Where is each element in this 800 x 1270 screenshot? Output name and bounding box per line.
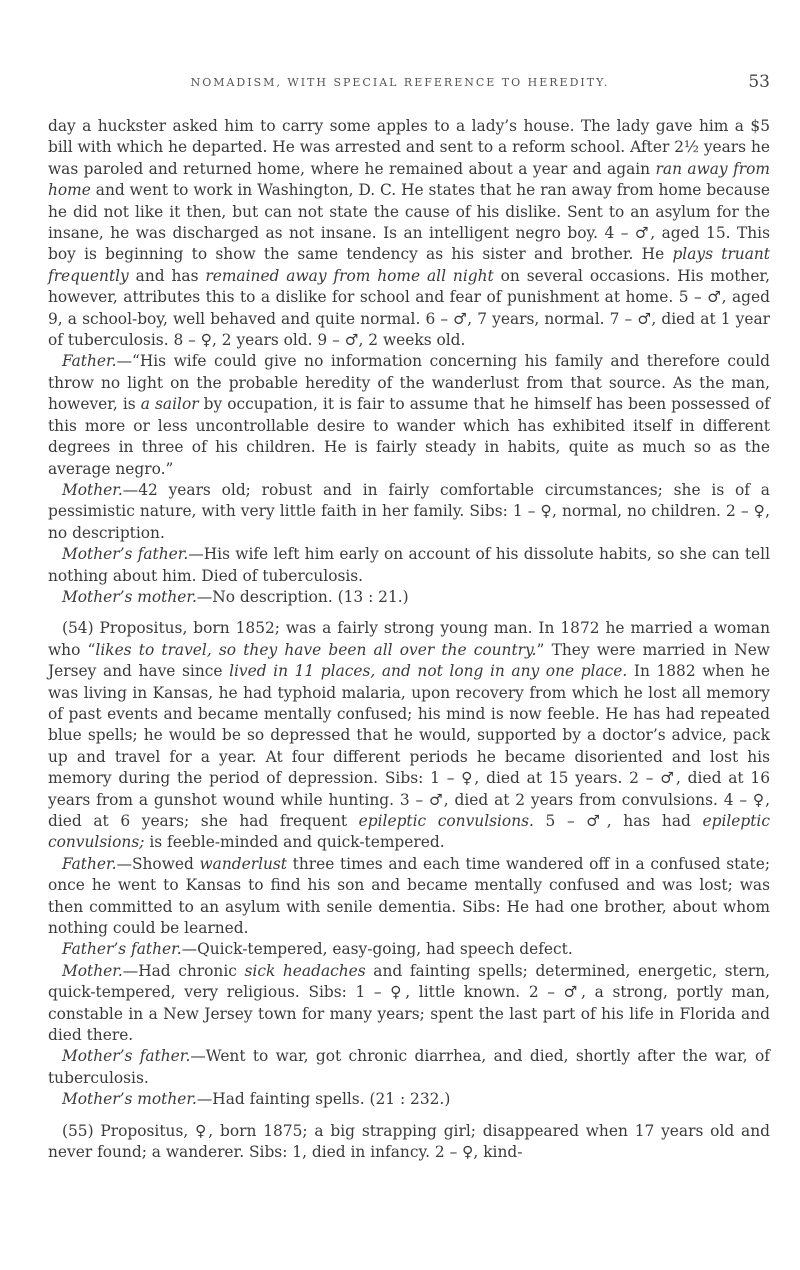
text-run: —Showed xyxy=(116,854,200,873)
paragraph xyxy=(48,1046,770,1089)
paragraph xyxy=(48,939,770,960)
text-run: —Quick-tempered, easy-going, had speech defect. xyxy=(181,940,573,959)
italic-text: Mother’s mother. xyxy=(62,587,197,606)
text-run: (54) Propositus, born 1852; was a fairly strong young man. In 1872 he married a woman who “ xyxy=(48,619,770,659)
paragraph xyxy=(48,587,770,608)
page-body xyxy=(48,116,770,1164)
italic-text: Mother. xyxy=(62,480,123,499)
text-run: —Had fainting spells. (21 : 232.) xyxy=(196,1090,451,1109)
paragraph xyxy=(48,351,770,479)
text-run: ” They were married in New Jersey and have since xyxy=(48,640,770,681)
italic-text: remained away from home all night xyxy=(205,266,494,285)
italic-text: wanderlust xyxy=(199,854,287,873)
paragraph xyxy=(48,116,770,351)
italic-text: sick headaches xyxy=(244,961,366,980)
paragraph xyxy=(48,544,770,587)
text-run: —Had chronic xyxy=(122,961,245,980)
paragraph xyxy=(48,961,770,1047)
paragraph xyxy=(48,1121,770,1164)
running-title: NOMADISM, WITH SPECIAL REFERENCE TO HEREDITY. xyxy=(190,76,610,89)
text-run: and has xyxy=(128,266,206,285)
italic-text: lived in 11 places, and not long in any one place. xyxy=(229,662,628,681)
text-run: by occupation, it is fair to assume that he himself has been possessed of this more or less uncontrollable desire to wander which has exhibited itself in different degrees in three of his children. He is fairly steady in habits, quite as much so as the average negro.” xyxy=(48,395,770,478)
text-run: and went to work in Washington, D. C. He states that he ran away from home because he did not like it then, but can not state the cause of his dislike. Sent to an asylum for the insane, he was discharged as not insane. Is an intelligent negro boy. 4 – ♂, aged 15. This boy is beginning to show the same tendency as his sister and brother. He xyxy=(48,181,770,264)
text-run: day a huckster asked him to carry some apples to a lady’s house. The lady gave him a $5 bill with which he departed. He was arrested and sent to a reform school. After 2½ years he was paroled and returned home, where he remained about a year and again xyxy=(48,117,770,178)
italic-text: Father’s father. xyxy=(62,940,182,959)
italic-text: Father. xyxy=(62,854,117,873)
paragraph xyxy=(48,1089,770,1110)
text-run: —42 years old; robust and in fairly comfortable circumstances; she is of a pessimistic nature, with very little faith in her family. Sibs: 1 – ♀, normal, no children. 2 – ♀, no description. xyxy=(48,480,770,542)
text-run: —Went to war, got chronic diarrhea, and died, shortly after the war, of tuberculosis. xyxy=(48,1047,770,1087)
text-run: (55) Propositus, ♀, born 1875; a big strapping girl; disappeared when 17 years old and never found; a wanderer. Sibs: 1, died in infancy. 2 – ♀, kind- xyxy=(48,1121,770,1162)
paragraph xyxy=(48,618,770,853)
text-run: —“His wife could give no information concerning his family and therefore could throw no light on the probable heredity of the wanderlust from that source. As the man, however, is xyxy=(48,352,770,414)
text-run: and fainting spells; determined, energetic, stern, quick-tempered, very religious. Sibs: 1 – ♀, little known. 2 – ♂, a strong, portly man, constable in a New Jersey town for many years; spent the last part of his life in Florida and died there. xyxy=(48,961,771,1045)
text-run: on several occasions. His mother, however, attributes this to a dislike for school and fear of punishment at home. 5 – ♂, aged 9, a school-boy, well behaved and quite normal. 6 – ♂, 7 years, normal. 7 – ♂, died at 1 year of tuberculosis. 8 – ♀, 2 years old. 9 – ♂, 2 weeks old. xyxy=(48,266,770,350)
italic-text: ran away from home xyxy=(48,159,770,200)
italic-text: a sailor xyxy=(140,395,199,414)
text-run: —No description. (13 : 21.) xyxy=(196,587,409,606)
italic-text: Mother’s mother. xyxy=(62,1090,197,1109)
italic-text: Mother’s father. xyxy=(62,1047,191,1066)
italic-text: likes to travel, so they have been all over the country. xyxy=(95,640,537,659)
italic-text: Mother. xyxy=(62,961,123,980)
paragraph xyxy=(48,854,770,940)
italic-text: Mother’s father. xyxy=(62,545,189,564)
text-run: 5 – ♂, has had xyxy=(533,812,703,830)
text-run: is feeble-minded and quick-tempered. xyxy=(144,833,445,852)
italic-text: epileptic convulsions; xyxy=(48,812,770,852)
page-number: 53 xyxy=(748,72,770,92)
paragraph xyxy=(48,480,770,544)
text-run: three times and each time wandered off in a confused state; once he went to Kansas to find his son and became mentally confused and was lost; was then committed to an asylum with senile dementia. Sibs: He had one brother, about whom nothing could be learned. xyxy=(48,854,771,938)
text-run: In 1882 when he was living in Kansas, he had typhoid malaria, upon recovery from which he lost all memory of past events and became mentally confused; his mind is now feeble. He has had repeated blue spells; he would be so depressed that he would, supported by a doctor’s advice, pack up and travel for a year. At four different periods he became disoriented and lost his memory during the period of depression. Sibs: 1 – ♀, died at 15 years. 2 – ♂, died at 16 years from a gunshot wound while hunting. 3 – ♂, died at 2 years from convulsions. 4 – ♀, died at 6 years; she had frequent xyxy=(48,662,770,830)
italic-text: plays truant frequently xyxy=(48,245,770,285)
text-run: —His wife left him early on account of his dissolute habits, so she can tell nothing about him. Died of tuberculosis. xyxy=(48,545,771,585)
italic-text: epileptic convulsions. xyxy=(358,812,534,830)
italic-text: Father. xyxy=(62,352,117,371)
